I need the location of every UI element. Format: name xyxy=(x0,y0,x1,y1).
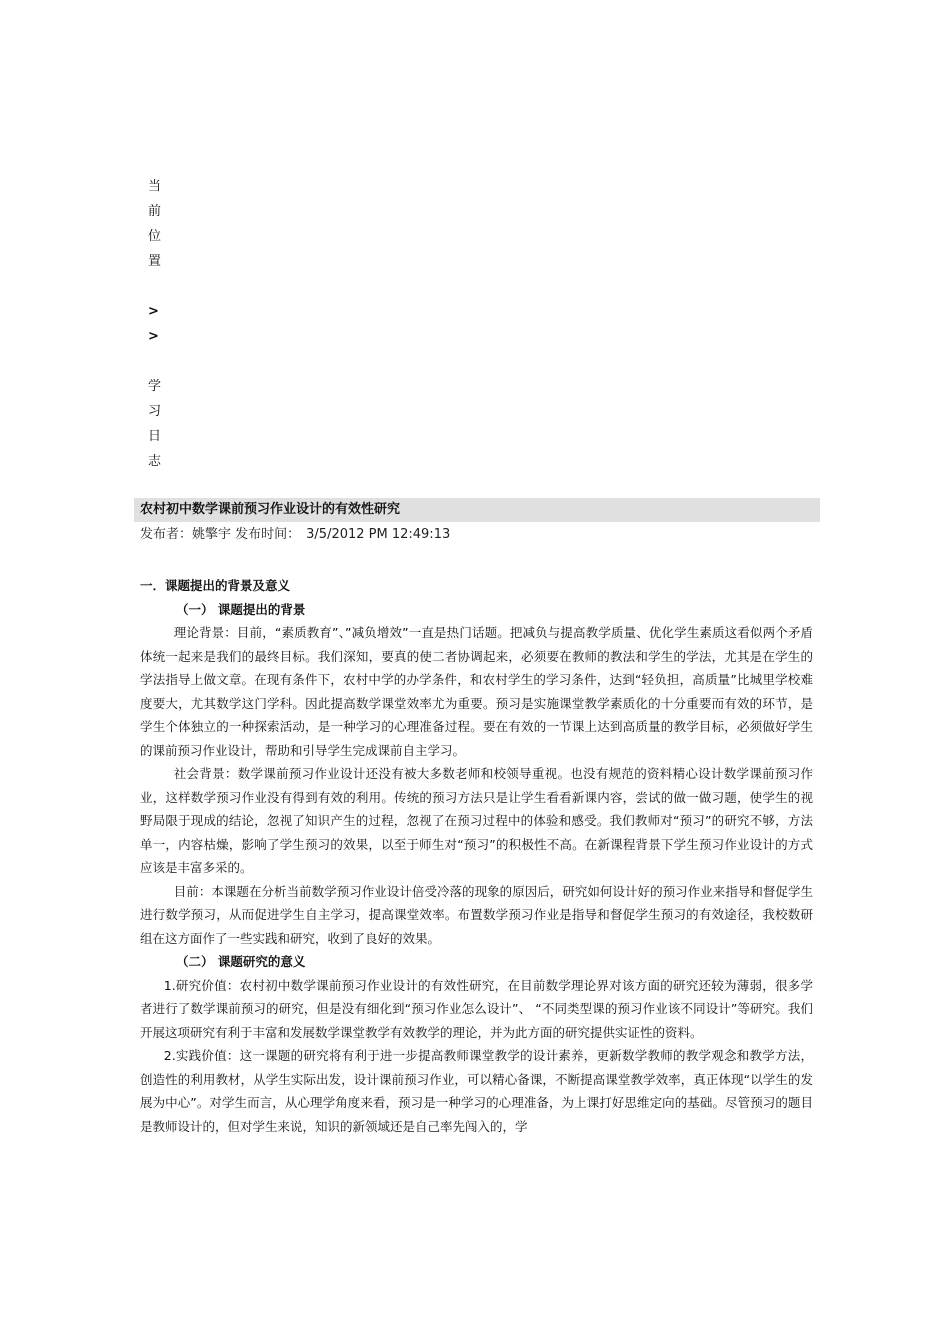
breadcrumb-spacer xyxy=(148,351,168,376)
paragraph: 1.研究价值：农村初中数学课前预习作业设计的有效性研究，在目前数学理论界对该方面的研究还较为薄弱，很多学者进行了数学课前预习的研究，但是没有细化到“预习作业怎么设计”、 “不同类型课的预习作业该不同设计”等研究。我们开展这项研究有利于丰富和发展数学课堂教学有效教学的理论，并为此方面的研究提供实证性的资料。 xyxy=(140,977,813,1040)
author-publish-label: 发布者：姚擎宇 发布时间： xyxy=(140,527,301,542)
breadcrumb-label-char: 置 xyxy=(148,254,162,269)
breadcrumb-separator[interactable]: > xyxy=(148,329,159,344)
breadcrumb-spacer xyxy=(148,276,168,301)
breadcrumb-section-char[interactable]: 习 xyxy=(148,404,162,419)
breadcrumb xyxy=(148,176,168,476)
breadcrumb-label-char: 位 xyxy=(148,229,162,244)
publish-time: 3/5/2012 PM 12:49:13 xyxy=(306,527,451,542)
breadcrumb-section-char[interactable]: 日 xyxy=(148,429,162,444)
breadcrumb-label-char: 前 xyxy=(148,204,162,219)
article-body xyxy=(140,574,813,1138)
paragraph: 社会背景：数学课前预习作业设计还没有被大多数老师和校领导重视。也没有规范的资料精心设计数学课前预习作业，这样数学预习作业没有得到有效的利用。传统的预习方法只是让学生看看新课内容，尝试的做一做习题，使学生的视野局限于现成的结论，忽视了知识产生的过程，忽视了在预习过程中的体验和感受。我们教师对“预习”的研究不够，方法单一，内容枯燥，影响了学生预习的效果，以至于师生对“预习”的积极性不高。在新课程背景下学生预习作业设计的方式应该是丰富多采的。 xyxy=(140,766,813,875)
subsection-heading: （二） 课题研究的意义 xyxy=(176,954,306,969)
breadcrumb-section-char[interactable]: 志 xyxy=(148,454,162,469)
paragraph: 理论背景：目前，“素质教育”、”减负增效”一直是热门话题。把减负与提高教学质量、优化学生素质这看似两个矛盾体统一起来是我们的最终目标。我们深知，要真的使二者协调起来，必须要在教师的教法和学生的学法，尤其是在学生的学法指导上做文章。在现有条件下，农村中学的办学条件，和农村学生的学习条件，达到“轻负担，高质量”比城里学校难度要大，尤其数学这门学科。因此提高数学课堂效率尤为重要。预习是实施课堂教学素质化的十分重要而有效的环节，是学生个体独立的一种探索活动，是一种学习的心理准备过程。要在有效的一节课上达到高质量的教学目标，必须做好学生的课前预习作业设计，帮助和引导学生完成课前自主学习。 xyxy=(140,625,813,758)
breadcrumb-separator[interactable]: > xyxy=(148,304,159,319)
breadcrumb-label-char: 当 xyxy=(148,179,162,194)
article-title: 农村初中数学课前预习作业设计的有效性研究 xyxy=(134,498,820,522)
paragraph: 目前：本课题在分析当前数学预习作业设计倍受冷落的现象的原因后，研究如何设计好的预习作业来指导和督促学生进行数学预习，从而促进学生自主学习，提高课堂效率。布置数学预习作业是指导和督促学生预习的有效途径，我校数研组在这方面作了一些实践和研究，收到了良好的效果。 xyxy=(140,883,813,946)
section-heading: 一．课题提出的背景及意义 xyxy=(140,578,291,593)
article-meta xyxy=(140,525,450,545)
paragraph: 2.实践价值：这一课题的研究将有利于进一步提高教师课堂教学的设计素养，更新数学教师的教学观念和教学方法，创造性的利用教材，从学生实际出发，设计课前预习作业，可以精心备课，不断提高课堂教学效率，真正体现“以学生的发展为中心”。对学生而言，从心理学角度来看，预习是一种学习的心理准备，为上课打好思维定向的基础。尽管预习的题目是教师设计的，但对学生来说，知识的新领域还是自己率先闯入的，学 xyxy=(140,1048,813,1134)
subsection-heading: （一） 课题提出的背景 xyxy=(176,601,306,617)
breadcrumb-section-char[interactable]: 学 xyxy=(148,379,162,394)
